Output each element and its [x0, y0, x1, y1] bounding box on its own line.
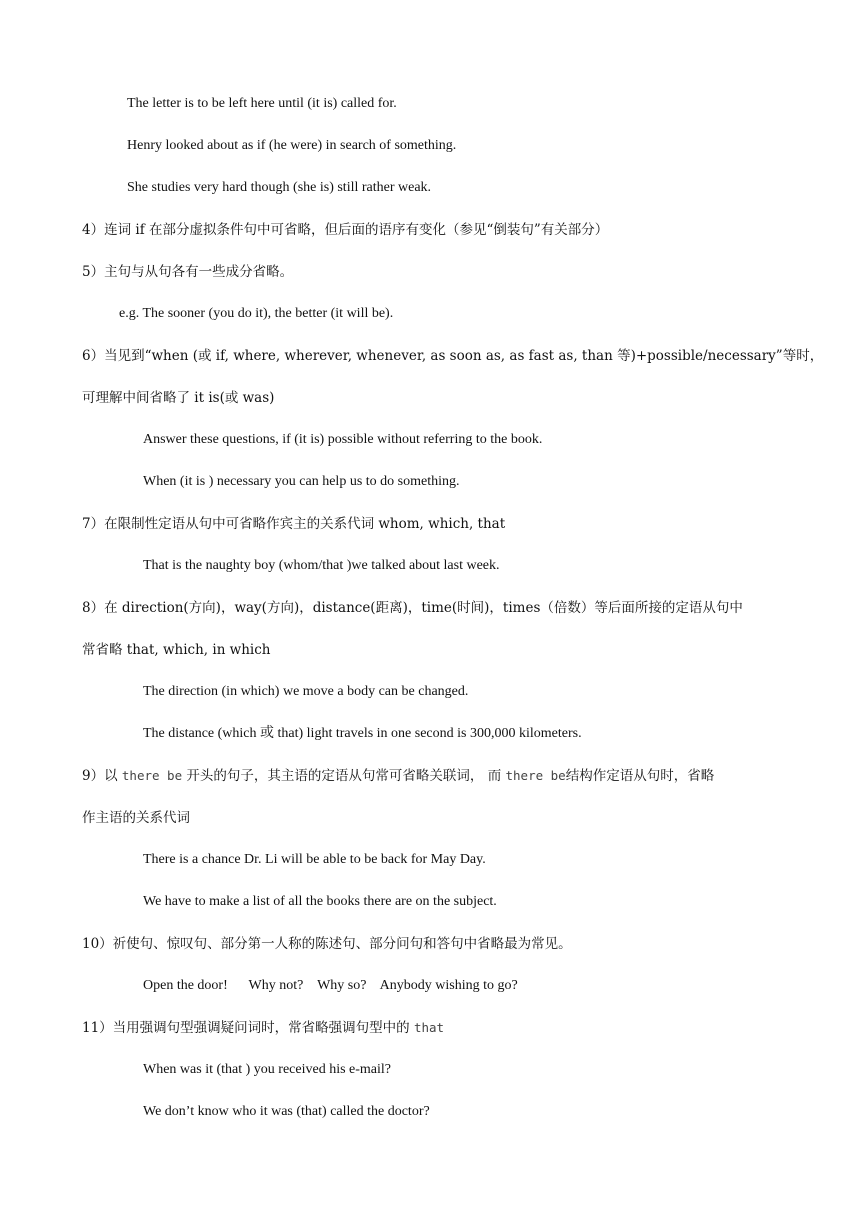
rule-9-text-a: 9）以 — [82, 768, 118, 784]
example-sentence: When was it (that ) you received his e-mail? — [143, 1062, 392, 1077]
rule-9-heading-cont: 作主语的关系代词 — [82, 810, 190, 826]
rule-8-heading-cont: 常省略 that, which, in which — [82, 642, 271, 658]
rule-11-heading — [82, 1019, 444, 1037]
example-sentence: When (it is ) necessary you can help us to do something. — [143, 474, 460, 489]
rule-6-heading-cont: 可理解中间省略了 it is(或 was) — [82, 390, 275, 406]
example-sentence: The distance (which 或 that) light travels in one second is 300,000 kilometers. — [143, 726, 582, 741]
rule-6-heading: 6）当见到“when (或 if, where, wherever, whenever, as soon as, as fast as, than 等)+possible/necessary”等时， — [82, 348, 824, 364]
rule-9-code-b: there be — [505, 768, 566, 783]
rule-5-heading: 5）主句与从句各有一些成分省略。 — [82, 264, 294, 280]
example-sentence: Answer these questions, if (it is) possible without referring to the book. — [143, 432, 543, 447]
rule-9-text-b: 开头的句子，其主语的定语从句常可省略关联词， 而 — [186, 768, 502, 784]
example-sentence: The letter is to be left here until (it is) called for. — [127, 96, 397, 111]
rule-4-heading: 4）连词 if 在部分虚拟条件句中可省略，但后面的语序有变化（参见“倒装句”有关部分） — [82, 222, 609, 238]
rule-7-heading: 7）在限制性定语从句中可省略作宾主的关系代词 whom, which, that — [82, 516, 506, 532]
example-sentence: e.g. The sooner (you do it), the better (it will be). — [119, 306, 394, 321]
example-sentence: She studies very hard though (she is) still rather weak. — [127, 180, 432, 195]
example-sentence: The direction (in which) we move a body can be changed. — [143, 684, 469, 699]
example-sentence: We don’t know who it was (that) called the doctor? — [143, 1104, 430, 1119]
example-sentence: That is the naughty boy (whom/that )we talked about last week. — [143, 558, 500, 573]
rule-11-code: that — [413, 1020, 445, 1035]
rule-10-heading: 10）祈使句、惊叹句、部分第一人称的陈述句、部分问句和答句中省略最为常见。 — [82, 936, 572, 952]
rule-9-code-a: there be — [121, 768, 183, 783]
rule-9-heading — [82, 767, 714, 785]
rule-8-heading: 8）在 direction(方向)，way(方向)，distance(距离)，time(时间)，times（倍数）等后面所接的定语从句中 — [82, 600, 743, 616]
rule-11-text: 11）当用强调句型强调疑问词时，常省略强调句型中的 — [82, 1020, 410, 1036]
example-sentence: Henry looked about as if (he were) in search of something. — [127, 138, 457, 153]
example-sentence: We have to make a list of all the books there are on the subject. — [143, 894, 497, 909]
example-sentence: There is a chance Dr. Li will be able to be back for May Day. — [143, 852, 486, 867]
example-sentence: Open the door! Why not? Why so? Anybody wishing to go? — [143, 978, 518, 993]
rule-9-text-c: 结构作定语从句时，省略 — [565, 768, 715, 784]
